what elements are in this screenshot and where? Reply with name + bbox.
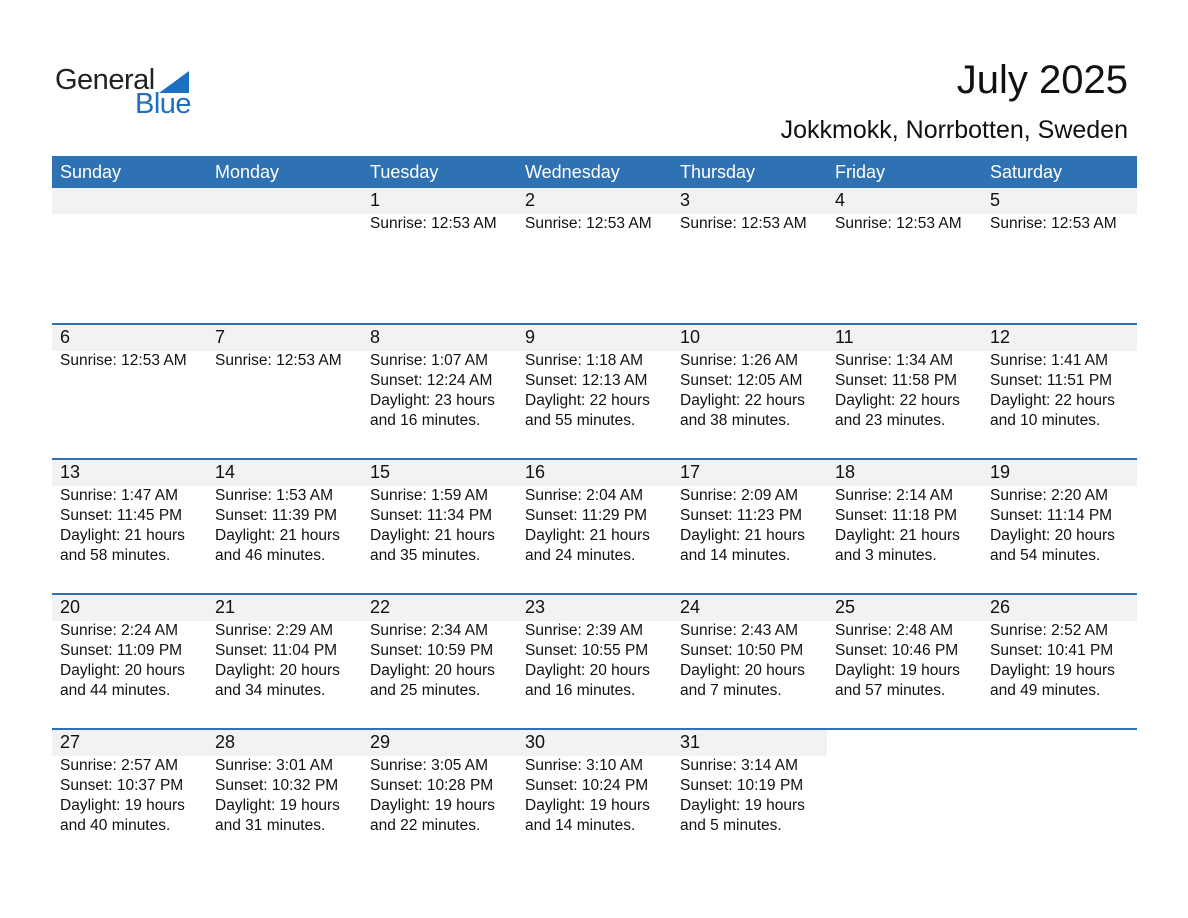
sun-info: Sunrise: 12:53 AM [370, 215, 497, 232]
day-number: 15 [370, 462, 391, 482]
day-number-bar [362, 460, 517, 486]
day-number: 7 [215, 327, 226, 347]
day-number: 1 [370, 190, 381, 210]
sun-info: Sunrise: 2:24 AM Sunset: 11:09 PM Daylight: 20 hours and 44 minutes. [60, 622, 185, 699]
day-number: 25 [835, 597, 856, 617]
day-number: 20 [60, 597, 81, 617]
day-cell [517, 325, 672, 458]
day-number-bar [362, 595, 517, 621]
day-number: 31 [680, 732, 701, 752]
day-number: 29 [370, 732, 391, 752]
day-cell [517, 188, 672, 323]
day-cell [672, 730, 827, 863]
weekday-wednesday: Wednesday [525, 162, 620, 182]
day-number: 14 [215, 462, 236, 482]
sun-info: Sunrise: 2:20 AM Sunset: 11:14 PM Daylight: 20 hours and 54 minutes. [990, 487, 1115, 564]
sun-info: Sunrise: 1:34 AM Sunset: 11:58 PM Daylight: 22 hours and 23 minutes. [835, 352, 960, 429]
sun-info: Sunrise: 2:14 AM Sunset: 11:18 PM Daylight: 21 hours and 3 minutes. [835, 487, 960, 564]
day-number-bar [982, 188, 1137, 214]
day-cell [362, 325, 517, 458]
day-number: 10 [680, 327, 701, 347]
day-cell [827, 595, 982, 728]
day-number-bar [672, 460, 827, 486]
day-cell [52, 188, 207, 323]
location-subtitle: Jokkmokk, Norrbotten, Sweden [780, 116, 1128, 144]
day-cell [672, 325, 827, 458]
day-cell [672, 188, 827, 323]
sun-info: Sunrise: 12:53 AM [215, 352, 342, 369]
day-cell [517, 595, 672, 728]
logo [55, 64, 205, 120]
week-row [52, 323, 1137, 458]
day-cell [827, 460, 982, 593]
day-number: 16 [525, 462, 546, 482]
day-number: 9 [525, 327, 536, 347]
day-cell [672, 595, 827, 728]
sun-info: Sunrise: 12:53 AM [990, 215, 1117, 232]
day-cell [52, 730, 207, 863]
weekday-thursday: Thursday [680, 162, 756, 182]
day-number: 19 [990, 462, 1011, 482]
day-number: 23 [525, 597, 546, 617]
day-number: 6 [60, 327, 71, 347]
sun-info: Sunrise: 2:04 AM Sunset: 11:29 PM Daylight: 21 hours and 24 minutes. [525, 487, 650, 564]
day-number: 30 [525, 732, 546, 752]
day-number-bar [207, 325, 362, 351]
day-cell [827, 730, 982, 863]
sun-info: Sunrise: 1:53 AM Sunset: 11:39 PM Daylight: 21 hours and 46 minutes. [215, 487, 340, 564]
day-number: 8 [370, 327, 381, 347]
day-number: 13 [60, 462, 81, 482]
day-number-bar [672, 595, 827, 621]
day-number-bar [827, 325, 982, 351]
day-number-bar [52, 730, 207, 756]
day-cell [517, 730, 672, 863]
day-cell [362, 460, 517, 593]
sun-info: Sunrise: 12:53 AM [680, 215, 807, 232]
sun-info: Sunrise: 2:57 AM Sunset: 10:37 PM Daylight: 19 hours and 40 minutes. [60, 757, 185, 834]
day-cell [207, 730, 362, 863]
sun-info: Sunrise: 2:09 AM Sunset: 11:23 PM Daylight: 21 hours and 14 minutes. [680, 487, 805, 564]
day-number: 3 [680, 190, 691, 210]
day-number-bar [982, 460, 1137, 486]
sun-info: Sunrise: 12:53 AM [835, 215, 962, 232]
sun-info: Sunrise: 3:01 AM Sunset: 10:32 PM Daylight: 19 hours and 31 minutes. [215, 757, 340, 834]
sun-info: Sunrise: 1:47 AM Sunset: 11:45 PM Daylight: 21 hours and 58 minutes. [60, 487, 185, 564]
day-number: 5 [990, 190, 1001, 210]
day-number-bar [827, 595, 982, 621]
logo-text-general: General [55, 64, 155, 96]
day-number: 24 [680, 597, 701, 617]
day-cell [207, 595, 362, 728]
day-cell [982, 460, 1137, 593]
day-number-bar [362, 730, 517, 756]
day-cell [362, 595, 517, 728]
day-cell [982, 325, 1137, 458]
day-number-bar [982, 730, 1137, 756]
sun-info: Sunrise: 3:05 AM Sunset: 10:28 PM Daylight: 19 hours and 22 minutes. [370, 757, 495, 834]
week-row [52, 188, 1137, 323]
sun-info: Sunrise: 2:34 AM Sunset: 10:59 PM Daylight: 20 hours and 25 minutes. [370, 622, 495, 699]
sun-info: Sunrise: 2:52 AM Sunset: 10:41 PM Daylight: 19 hours and 49 minutes. [990, 622, 1115, 699]
day-number: 28 [215, 732, 236, 752]
day-cell [52, 460, 207, 593]
day-number: 4 [835, 190, 846, 210]
day-number-bar [672, 325, 827, 351]
day-number-bar [827, 460, 982, 486]
day-cell [207, 188, 362, 323]
sun-info: Sunrise: 1:59 AM Sunset: 11:34 PM Daylight: 21 hours and 35 minutes. [370, 487, 495, 564]
sun-info: Sunrise: 3:10 AM Sunset: 10:24 PM Daylight: 19 hours and 14 minutes. [525, 757, 650, 834]
day-number-bar [982, 325, 1137, 351]
day-cell [827, 325, 982, 458]
day-cell [517, 460, 672, 593]
sun-info: Sunrise: 2:29 AM Sunset: 11:04 PM Daylight: 20 hours and 34 minutes. [215, 622, 340, 699]
day-number-bar [52, 595, 207, 621]
day-number-bar [827, 730, 982, 756]
day-number: 18 [835, 462, 856, 482]
day-number: 17 [680, 462, 701, 482]
week-row [52, 593, 1137, 728]
weekday-tuesday: Tuesday [370, 162, 439, 182]
day-cell [827, 188, 982, 323]
day-number: 21 [215, 597, 236, 617]
page-title: July 2025 [956, 58, 1128, 102]
weekday-saturday: Saturday [990, 162, 1063, 182]
sun-info: Sunrise: 3:14 AM Sunset: 10:19 PM Daylight: 19 hours and 5 minutes. [680, 757, 805, 834]
day-cell [982, 730, 1137, 863]
weekday-friday: Friday [835, 162, 886, 182]
week-row [52, 458, 1137, 593]
weekday-sunday: Sunday [60, 162, 122, 182]
day-number-bar [52, 460, 207, 486]
day-number-bar [207, 188, 362, 214]
day-number-bar [52, 325, 207, 351]
sun-info: Sunrise: 1:41 AM Sunset: 11:51 PM Daylight: 22 hours and 10 minutes. [990, 352, 1115, 429]
day-cell [207, 460, 362, 593]
day-number-bar [52, 188, 207, 214]
day-cell [207, 325, 362, 458]
day-number-bar [207, 460, 362, 486]
day-cell [362, 730, 517, 863]
day-number-bar [517, 595, 672, 621]
day-number: 27 [60, 732, 81, 752]
day-cell [362, 188, 517, 323]
day-number: 12 [990, 327, 1011, 347]
day-number-bar [517, 730, 672, 756]
sun-info: Sunrise: 2:39 AM Sunset: 10:55 PM Daylight: 20 hours and 16 minutes. [525, 622, 650, 699]
day-cell [982, 188, 1137, 323]
day-cell [52, 595, 207, 728]
day-number-bar [672, 188, 827, 214]
day-number-bar [517, 188, 672, 214]
day-number: 2 [525, 190, 536, 210]
day-number-bar [982, 595, 1137, 621]
day-number: 26 [990, 597, 1011, 617]
day-number: 22 [370, 597, 391, 617]
day-cell [52, 325, 207, 458]
day-number-bar [207, 730, 362, 756]
sun-info: Sunrise: 12:53 AM [525, 215, 652, 232]
day-cell [672, 460, 827, 593]
day-number-bar [362, 188, 517, 214]
day-cell [982, 595, 1137, 728]
day-number-bar [517, 460, 672, 486]
week-row [52, 728, 1137, 863]
sun-info: Sunrise: 1:18 AM Sunset: 12:13 AM Daylight: 22 hours and 55 minutes. [525, 352, 650, 429]
sun-info: Sunrise: 2:48 AM Sunset: 10:46 PM Daylight: 19 hours and 57 minutes. [835, 622, 960, 699]
sun-info: Sunrise: 1:26 AM Sunset: 12:05 AM Daylight: 22 hours and 38 minutes. [680, 352, 805, 429]
sun-info: Sunrise: 12:53 AM [60, 352, 187, 369]
day-number-bar [517, 325, 672, 351]
weekday-header [52, 156, 1137, 188]
day-number-bar [362, 325, 517, 351]
day-number-bar [827, 188, 982, 214]
weekday-monday: Monday [215, 162, 280, 182]
day-number: 11 [835, 327, 854, 347]
logo-text-blue: Blue [135, 88, 192, 120]
sun-info: Sunrise: 1:07 AM Sunset: 12:24 AM Daylight: 23 hours and 16 minutes. [370, 352, 495, 429]
day-number-bar [207, 595, 362, 621]
calendar-grid [52, 188, 1137, 863]
day-number-bar [672, 730, 827, 756]
sun-info: Sunrise: 2:43 AM Sunset: 10:50 PM Daylight: 20 hours and 7 minutes. [680, 622, 805, 699]
